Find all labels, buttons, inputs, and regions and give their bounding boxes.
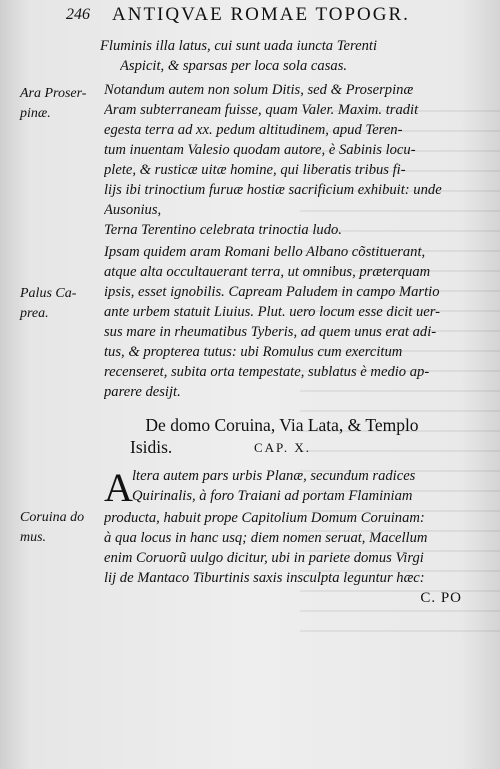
body-line: Fluminis illa latus, cui sunt uada iuncta Terenti (100, 38, 378, 54)
chapter-subtitle: Isidis. (130, 437, 173, 457)
body-line: lijs ibi trinoctium furuæ hostiæ sacrificium exhibuit: unde (104, 182, 442, 198)
chapter-title: De domo Coruina, Via Lata, & Templo (145, 415, 419, 435)
body-line: recenseret, subita orta tempestate, sublatus è medio ap- (104, 364, 430, 380)
catchword: C. PO (420, 590, 462, 606)
chapter-line: ltera autem pars urbis Planæ, secundum radices (132, 468, 416, 484)
body-line: ante urbem statuit Liuius. Plut. uero locum esse dicit uer- (104, 304, 441, 320)
page-header (66, 4, 470, 30)
margin-note-coruina: Coruina do mus. (20, 510, 85, 545)
body-line: Terna Terentino celebrata trinoctia ludo. (104, 222, 342, 238)
body-line: Aram subterraneam fuisse, quam Valer. Maxim. tradit (104, 102, 419, 118)
page-number: 246 (66, 6, 90, 23)
body-line: Aspicit, & sparsas per loca sola casas. (120, 58, 348, 74)
chapter-number: CAP. X. (254, 440, 311, 455)
margin-note-palus: Palus Ca- prea. (20, 286, 77, 321)
body-line: atque alta occultauerant terra, ut omnibus, præterquam (104, 264, 431, 280)
body-line: parere desijt. (104, 384, 181, 400)
chapter-line: lij de Mantaco Tiburtinis saxis insculpta leguntur hæc: (104, 570, 425, 586)
chapter-line: enim Coruorũ uulgo dicitur, ubi in pariete domus Virgi (104, 550, 424, 566)
body-line: sus mare in rheumatibus Tyberis, ad quem unus erat adi- (104, 324, 437, 340)
body-line: Notandum autem non solum Ditis, sed & Proserpinæ (104, 82, 414, 98)
margin-note-ara: Ara Proser- pinæ. (20, 86, 87, 121)
chapter-line: Quirinalis, à foro Traiani ad portam Flaminiam (132, 488, 413, 504)
body-line: tum inuentam Valesio quodam autore, è Sabinis locu- (104, 142, 416, 158)
drop-capital: A (104, 465, 133, 510)
body-line: Ausonius, (104, 202, 162, 218)
running-head: ANTIQVAE ROMAE TOPOGR. (112, 4, 410, 25)
body-line: ipsis, esset ignobilis. Capream Paludem in campo Martio (104, 284, 440, 300)
chapter-line: à qua locus in hanc usq; diem nomen seruat, Macellum (104, 530, 428, 546)
body-line: tus, & propterea tutus: ubi Romulus cum exercitum (104, 344, 403, 360)
body-line: Ipsam quidem aram Romani bello Albano cõstituerant, (104, 244, 426, 260)
body-line: egesta terra ad xx. pedum altitudinem, apud Teren- (104, 122, 403, 138)
body-line: plete, & rusticæ uitæ homine, qui liberatis tribus fi- (104, 162, 406, 178)
chapter-line: producta, habuit prope Capitolium Domum Coruinam: (104, 510, 425, 526)
